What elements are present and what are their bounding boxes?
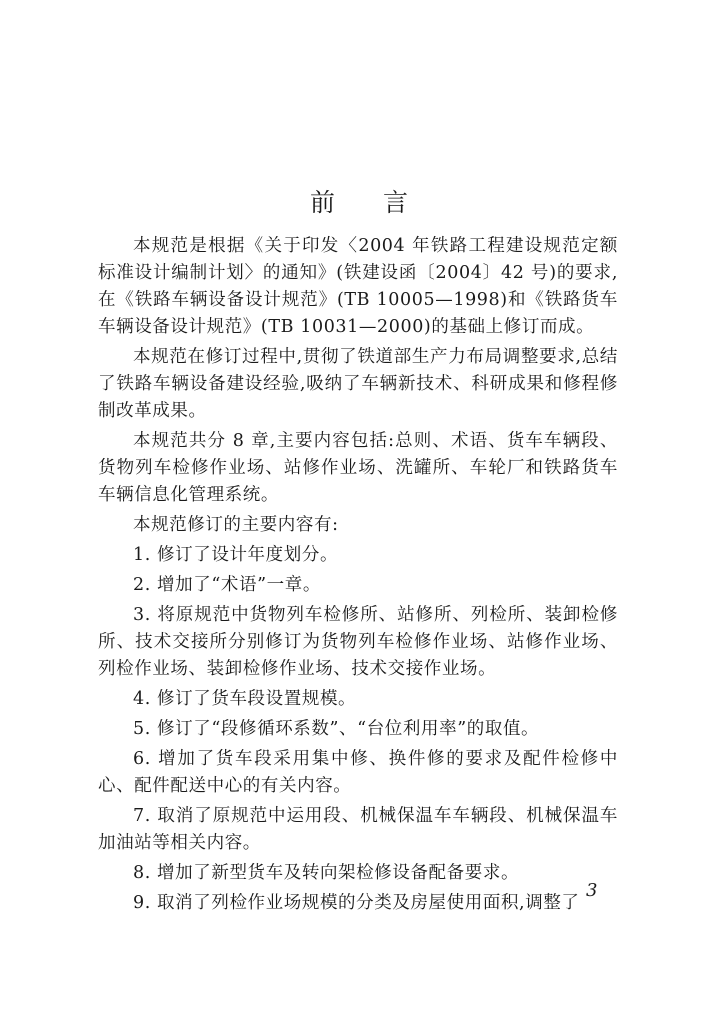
list-item: 4. 修订了货车段设置规模。 xyxy=(133,689,357,709)
list-item: 3. 将原规范中货物列车检修所、站修所、列检所、装卸检修所、技术交接所分别修订为货物列车检修作业场、站修作业场、列检作业场、装卸检修作业场、技术交接作业场。 xyxy=(98,605,618,679)
list-item: 8. 增加了新型货车及转向架检修设备配备要求。 xyxy=(133,863,520,883)
list-item: 9. 取消了列检作业场规模的分类及房屋使用面积,调整了 xyxy=(133,893,580,913)
preface-body xyxy=(98,233,618,920)
page-title xyxy=(0,183,720,219)
title-char-2: 言 xyxy=(383,188,411,217)
list-item: 5. 修订了“段修循环系数”、“台位利用率”的取值。 xyxy=(133,719,540,739)
paragraph: 本规范是根据《关于印发〈2004 年铁路工程建设规范定额标准设计编制计划〉的通知》(铁建设函〔2004〕42 号)的要求,在《铁路车辆设备设计规范》(TB 10005—1998)和《铁路货车车辆设备设计规范》(TB 10031—2000)的基础上修订而成。 xyxy=(98,236,618,337)
paragraph: 本规范共分 8 章,主要内容包括:总则、术语、货车车辆段、货物列车检修作业场、站修作业场、洗罐所、车轮厂和铁路货车车辆信息化管理系统。 xyxy=(98,431,618,505)
list-item: 7. 取消了原规范中运用段、机械保温车车辆段、机械保温车加油站等相关内容。 xyxy=(98,806,618,853)
list-item: 2. 增加了“术语”一章。 xyxy=(133,575,321,595)
list-item: 6. 增加了货车段采用集中修、换件修的要求及配件检修中心、配件配送中心的有关内容。 xyxy=(98,749,618,796)
paragraph: 本规范在修订过程中,贯彻了铁道部生产力布局调整要求,总结了铁路车辆设备建设经验,吸纳了车辆新技术、科研成果和修程修制改革成果。 xyxy=(98,347,618,421)
title-char-1: 前 xyxy=(309,188,337,217)
paragraph: 本规范修订的主要内容有: xyxy=(133,515,339,535)
list-item: 1. 修订了设计年度划分。 xyxy=(133,545,339,565)
page-number: 3 xyxy=(586,880,598,901)
